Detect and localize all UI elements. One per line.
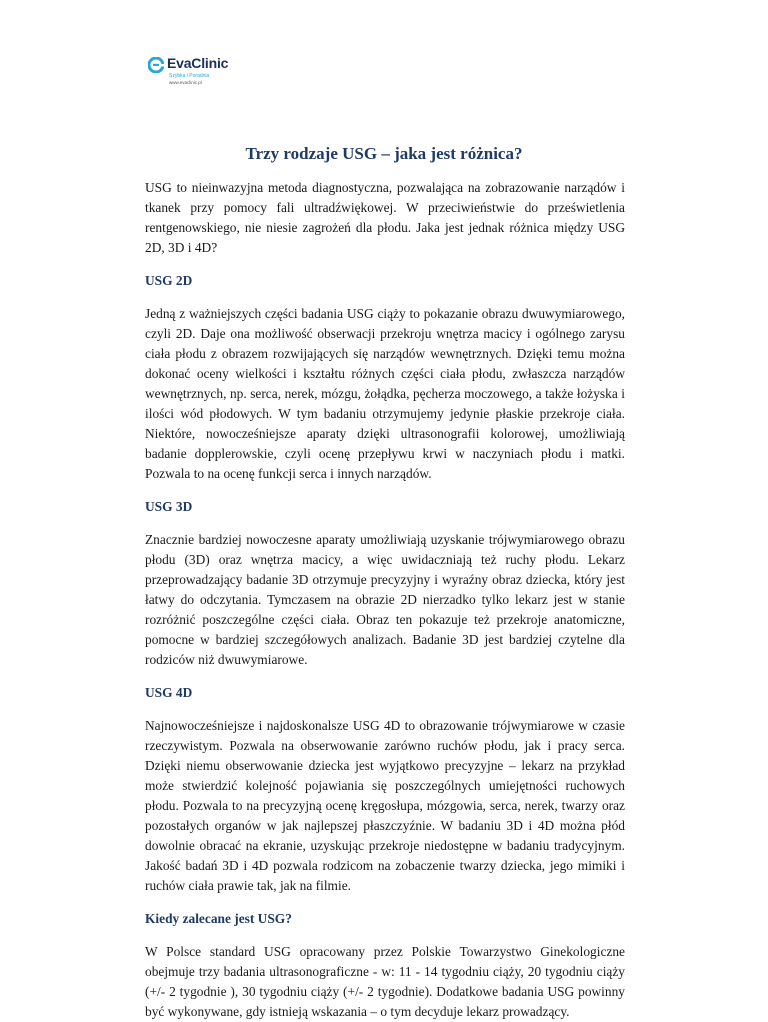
document-title: Trzy rodzaje USG – jaka jest różnica? xyxy=(245,144,523,163)
intro-paragraph: USG to nieinwazyjna metoda diagnostyczna, pozwalająca na zobrazowanie narządów i tkanek przy pomocy fali ultradźwiękowej. W przeciwieństwie do prześwietlenia rentgenowskiego, nie niesie zagrożeń dla płodu. Jaka jest jednak różnica między USG 2D, 3D i 4D? xyxy=(145,180,625,255)
section-text-when: W Polsce standard USG opracowany przez Polskie Towarzystwo Ginekologiczne obejmuje trzy badania ultrasonograficzne - w: 11 - 14 tygodniu ciąży, 20 tygodniu ciąży (+/- 2 tygodnie ), 30 tygodniu ciąży (+/- 2 tygodnie). Dodatkowe badania USG powinny być wykonywane, gdy istnieją wskazania – o tym decyduje lekarz prowadzący. xyxy=(145,944,625,1019)
section-text-2d: Jedną z ważniejszych części badania USG ciąży to pokazanie obrazu dwuwymiarowego, czyli 2D. Daje ona możliwość obserwacji przekroju wnętrza macicy i ogólnego zarysu ciała płodu z obrazem rozwijających się narządów wewnętrznych. Dzięki temu można dokonać oceny wielkości i kształtu różnych części ciała płodu, zwłaszcza narządów wewnętrznych, np. serca, nerek, mózgu, żołądka, pęcherza moczowego, a także łożyska i ilości wód płodowych. W tym badaniu otrzymujemy jedynie płaskie przekroje ciała. Niektóre, nowocześniejsze aparaty dzięki ultrasonografii kolorowej, umożliwiają badanie dopplerowskie, czyli ocenę przepływu krwi w naczyniach płodu i matki. Pozwala to na ocenę funkcji serca i innych narządów. xyxy=(145,306,625,481)
logo-tagline: Szybka i Poradnia xyxy=(169,73,210,79)
logo-name: EvaClinic xyxy=(167,55,229,71)
section-text-3d: Znacznie bardziej nowoczesne aparaty umożliwiają uzyskanie trójwymiarowego obrazu płodu (3D) oraz wnętrza macicy, a więc uwidaczniają też ruchy płodu. Lekarz przeprowadzający badanie 3D otrzymuje precyzyjny i wyraźny obraz dziecka, który jest łatwy do odczytania. Tymczasem na obrazie 2D nierzadko tylko lekarz jest w stanie rozróżnić poszczególne części ciała. Obraz ten pokazuje też przekroje anatomiczne, pomocne w bardziej szczegółowych analizach. Badanie 3D jest bardziej czytelne dla rodziców niż dwuwymiarowe. xyxy=(145,532,625,667)
logo-url: www.evaclinic.pl xyxy=(169,80,202,85)
clinic-logo xyxy=(148,55,258,91)
evaclinic-logo-icon xyxy=(148,57,164,73)
section-heading-when: Kiedy zalecane jest USG? xyxy=(145,911,292,926)
section-heading-3d: USG 3D xyxy=(145,499,193,514)
document-body xyxy=(145,178,625,1022)
section-heading-4d: USG 4D xyxy=(145,685,193,700)
section-text-4d: Najnowocześniejsze i najdoskonalsze USG 4D to obrazowanie trójwymiarowe w czasie rzeczywistym. Pozwala na obserwowanie zarówno ruchów płodu, jak i pracy serca. Dzięki niemu obserwowanie dziecka jest wyjątkowo precyzyjne – lekarz na przykład może stwierdzić kolejność pojawiania się poszczególnych umiejętności ruchowych płodu. Pozwala to na precyzyjną ocenę kręgosłupa, mózgowia, serca, nerek, twarzy oraz pozostałych organów w jak najlepszej płaszczyźnie. W badaniu 3D i 4D można płód dowolnie obracać na ekranie, uzyskując przekroje niedostępne w badaniu tradycyjnym. Jakość badań 3D i 4D pozwala rodzicom na zobaczenie twarzy dziecka, jego mimiki i ruchów ciała prawie tak, jak na filmie. xyxy=(145,718,625,893)
section-heading-2d: USG 2D xyxy=(145,273,193,288)
